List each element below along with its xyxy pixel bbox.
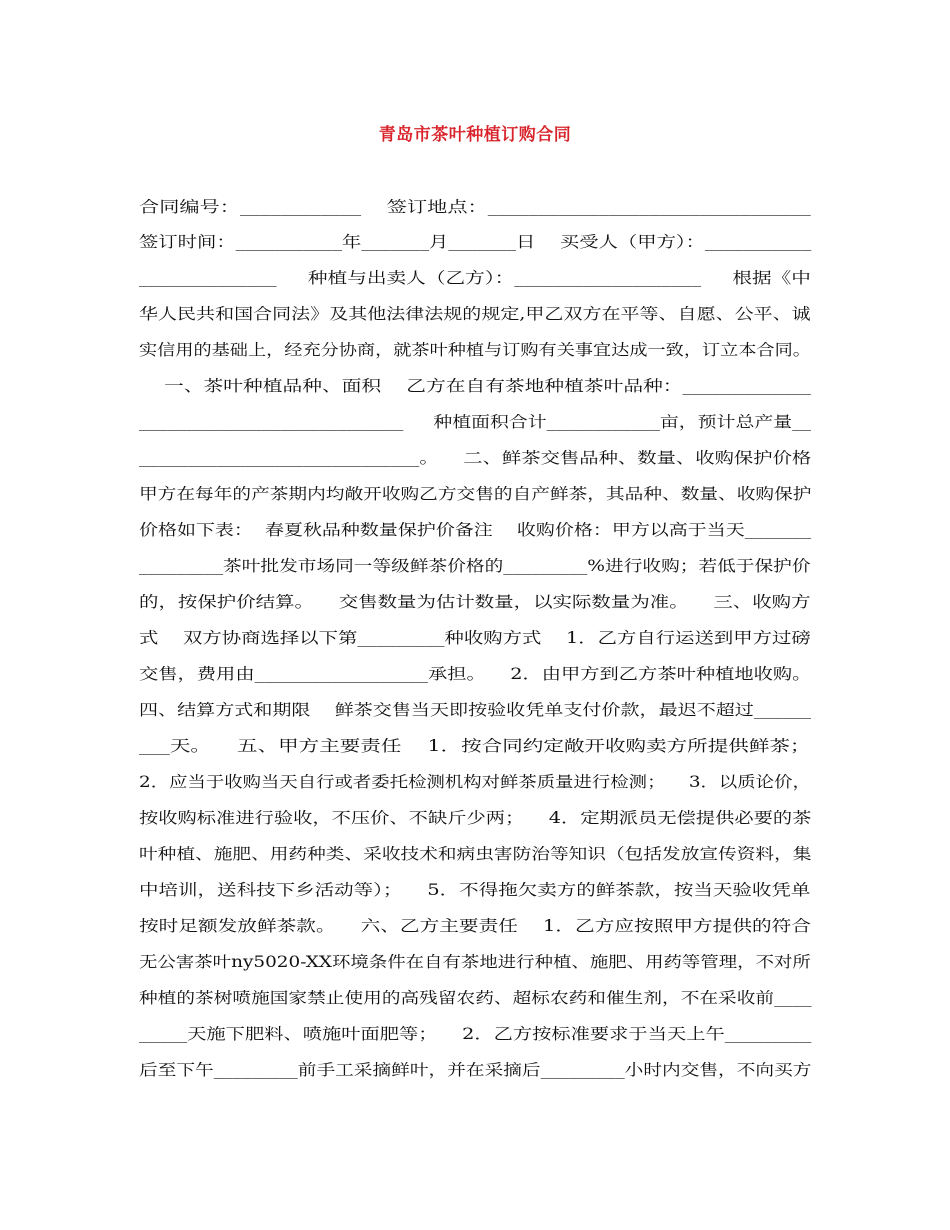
text-line: 合同编号：____________ 签订地点：________________________________ — [139, 198, 811, 216]
text-line: 一、茶叶种植品种、面积 乙方在自有茶地种植茶叶品种：_____________ — [139, 377, 811, 395]
text-line: ______________ 种植与出卖人（乙方）：___________________ 根据《中 — [139, 269, 811, 287]
text-line: _____天施下肥料、喷施叶面肥等； 2．乙方按标准要求于当天上午_________ — [139, 1025, 812, 1043]
document-title: 青岛市茶叶种植订购合同 — [378, 125, 572, 145]
text-line: 后至下午_________前手工采摘鲜叶，并在采摘后_________小时内交售，不向买方 — [139, 1061, 812, 1079]
text-line: ____________________________ 种植面积合计____________亩，预计总产量__ — [139, 413, 811, 431]
text-line: 中培训，送科技下乡活动等）； 5．不得拖欠卖方的鲜茶款，按当天验收凭单 — [139, 881, 811, 899]
text-line: _________茶叶批发市场同一等级鲜茶价格的_________%进行收购；若低于保护价 — [139, 557, 811, 575]
text-line: 的，按保护价结算。 交售数量为估计数量，以实际数量为准。 三、收购方 — [139, 593, 811, 611]
text-line: 签订时间：___________年_______月_______日 买受人（甲方）：___________ — [139, 233, 812, 251]
text-line: 四、结算方式和期限 鲜茶交售当天即按验收凭单支付价款，最迟不超过______ — [139, 701, 812, 719]
text-line: 华人民共和国合同法》及其他法律法规的规定,甲乙双方在平等、自愿、公平、诚 — [139, 305, 811, 323]
text-line: ___天。 五、甲方主要责任 1．按合同约定敞开收购卖方所提供鲜茶； — [139, 737, 811, 755]
text-line: 式 双方协商选择以下第_________种收购方式 1．乙方自行运送到甲方过磅 — [139, 629, 811, 647]
text-line: 实信用的基础上，经充分协商，就茶叶种植与订购有关事宜达成一致，订立本合同。 — [139, 341, 811, 359]
text-line: 叶种植、施肥、用药种类、采收技术和病虫害防治等知识（包括发放宣传资料，集 — [139, 845, 812, 863]
text-line: 交售，费用由__________________承担。 2．由甲方到乙方茶叶种植地收购。 — [139, 665, 812, 683]
text-line: 无公害茶叶ny5020-XX环境条件在自有茶地进行种植、施肥、用药等管理，不对所 — [139, 953, 811, 971]
text-line: _____________________________。 二、鲜茶交售品种、数量、收购保护价格 — [139, 449, 812, 467]
text-line: 按时足额发放鲜茶款。 六、乙方主要责任 1．乙方应按照甲方提供的符合 — [139, 917, 811, 935]
text-line: 价格如下表： 春夏秋品种数量保护价备注 收购价格：甲方以高于当天_______ — [139, 521, 812, 539]
text-line: 按收购标准进行验收，不压价、不缺斤少两； 4．定期派员无偿提供必要的茶 — [139, 809, 812, 827]
text-line: 2．应当于收购当天自行或者委托检测机构对鲜茶质量进行检测； 3．以质论价， — [139, 773, 811, 791]
text-line: 甲方在每年的产茶期内均敞开收购乙方交售的自产鲜茶，其品种、数量、收购保护 — [139, 485, 812, 503]
text-line: 种植的茶树喷施国家禁止使用的高残留农药、超标农药和催生剂，不在采收前____ — [139, 989, 812, 1007]
